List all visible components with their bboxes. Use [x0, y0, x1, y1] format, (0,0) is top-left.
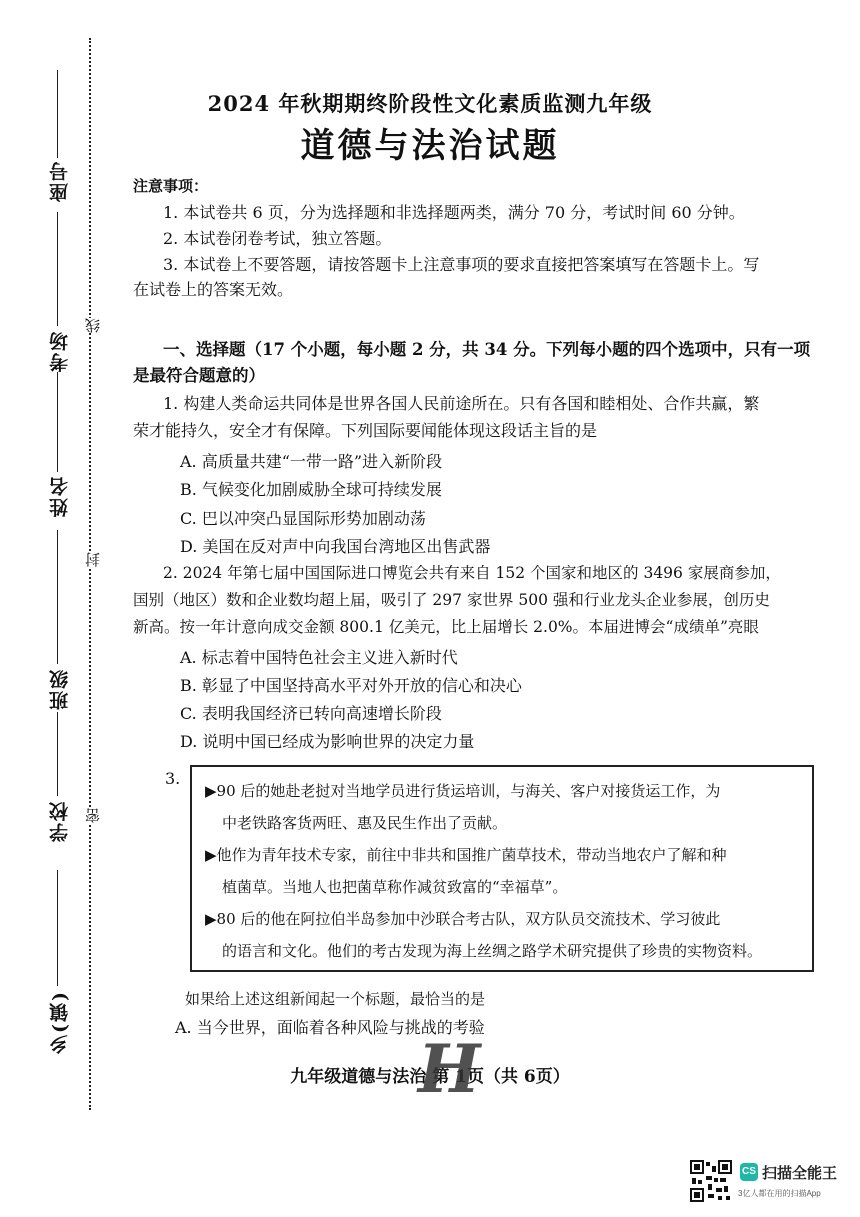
question-2-stem-continued: 新高。按一年计意向成交金额 800.1 亿美元，比上届增长 2.0%。本届进博会“成绩单”亮眼: [133, 618, 759, 636]
notice-item: 1. 本试卷共 6 页，分为选择题和非选择题两类，满分 70 分，考试时间 60 分钟。: [163, 203, 745, 222]
question-3-stem: 如果给上述这组新闻起一个标题，最恰当的是: [185, 990, 486, 1008]
question-1-option-a: A. 高质量共建“一带一路”进入新阶段: [180, 452, 443, 471]
seal-mark-line: 线: [84, 318, 102, 333]
section-heading: 一、选择题（17 个小题，每小题 2 分，共 34 分。下列每小题的四个选项中，只有一项: [163, 340, 811, 359]
camscanner-logo-icon: CS: [740, 1163, 758, 1181]
class-label: 班级: [49, 668, 71, 710]
seat-number-label: 座号: [49, 160, 71, 202]
question-1-option-d: D. 美国在反对声中向我国台湾地区出售武器: [180, 537, 491, 556]
school-blank: [57, 712, 58, 796]
exam-room-label: 考场: [49, 330, 71, 372]
school-label: 学校: [49, 800, 71, 842]
exam-subtitle: 2024 年秋期期终阶段性文化素质监测九年级: [207, 91, 653, 116]
question-1-option-b: B. 气候变化加剧威胁全球可持续发展: [180, 480, 442, 499]
question-2-option-c: C. 表明我国经济已转向高速增长阶段: [180, 704, 442, 723]
exam-title: 道德与法治试题: [300, 126, 560, 166]
notice-item: 3. 本试卷上不要答题，请按答题卡上注意事项的要求直接把答案填写在答题卡上。写: [163, 255, 760, 274]
notice-item-continued: 在试卷上的答案无效。: [133, 280, 294, 299]
question-3-number: 3.: [165, 769, 181, 788]
seal-mark-seal: 封: [84, 552, 102, 567]
news-line: ▶80 后的他在阿拉伯半岛参加中沙联合考古队，双方队员交流技术、学习彼此: [205, 910, 721, 928]
page-footer: 九年级道德与法治 第 1页（共 6页）: [290, 1067, 570, 1087]
township-label: 乡(镇): [49, 990, 71, 1054]
question-3-option-a: A. 当今世界，面临着各种风险与挑战的考验: [175, 1018, 485, 1037]
name-label: 姓名: [49, 475, 71, 517]
class-blank: [57, 530, 58, 664]
question-1-option-c: C. 巴以冲突凸显国际形势加剧动荡: [180, 509, 426, 528]
news-line: 植菌草。当地人也把菌草称作减贫致富的“幸福草”。: [222, 878, 568, 896]
question-2-stem-continued: 国别（地区）数和企业数均超上届，吸引了 297 家世界 500 强和行业龙头企业参展，创历史: [133, 591, 770, 609]
exam-room-blank: [57, 212, 58, 326]
news-line: ▶他作为青年技术专家，前往中非共和国推广菌草技术，带动当地农户了解和种: [205, 846, 727, 864]
question-2-stem: 2. 2024 年第七届中国国际进口博览会共有来自 152 个国家和地区的 3496 家展商参加，: [163, 564, 781, 582]
news-line: 的语言和文化。他们的考古发现为海上丝绸之路学术研究提供了珍贵的实物资料。: [222, 942, 763, 960]
seal-dotted-line: [89, 38, 91, 1110]
question-2-option-d: D. 说明中国已经成为影响世界的决定力量: [180, 732, 475, 751]
question-2-option-b: B. 彰显了中国坚持高水平对外开放的信心和决心: [180, 676, 522, 695]
camscanner-name: 扫描全能王: [762, 1165, 838, 1182]
section-heading-continued: 是最符合题意的）: [133, 366, 265, 385]
qr-code-icon: [690, 1160, 732, 1202]
news-line: ▶90 后的她赴老挝对当地学员进行货运培训，与海关、客户对接货运工作，为: [205, 782, 721, 800]
notice-item: 2. 本试卷闭卷考试，独立答题。: [163, 229, 392, 248]
camscanner-tagline: 3亿人都在用的扫描App: [738, 1189, 821, 1198]
paper-version-stamp: H: [418, 1030, 481, 1108]
seal-mark-secret: 密: [84, 808, 102, 823]
notice-heading: 注意事项：: [133, 177, 209, 195]
news-line: 中老铁路客货两旺、惠及民生作出了贡献。: [222, 814, 508, 832]
question-2-option-a: A. 标志着中国特色社会主义进入新时代: [180, 648, 458, 667]
question-1-stem: 1. 构建人类命运共同体是世界各国人民前途所在。只有各国和睦相处、合作共赢，繁: [163, 394, 760, 413]
name-blank: [57, 372, 58, 472]
township-blank: [57, 870, 58, 986]
question-1-stem-continued: 荣才能持久，安全才有保障。下列国际要闻能体现这段话主旨的是: [133, 421, 598, 440]
